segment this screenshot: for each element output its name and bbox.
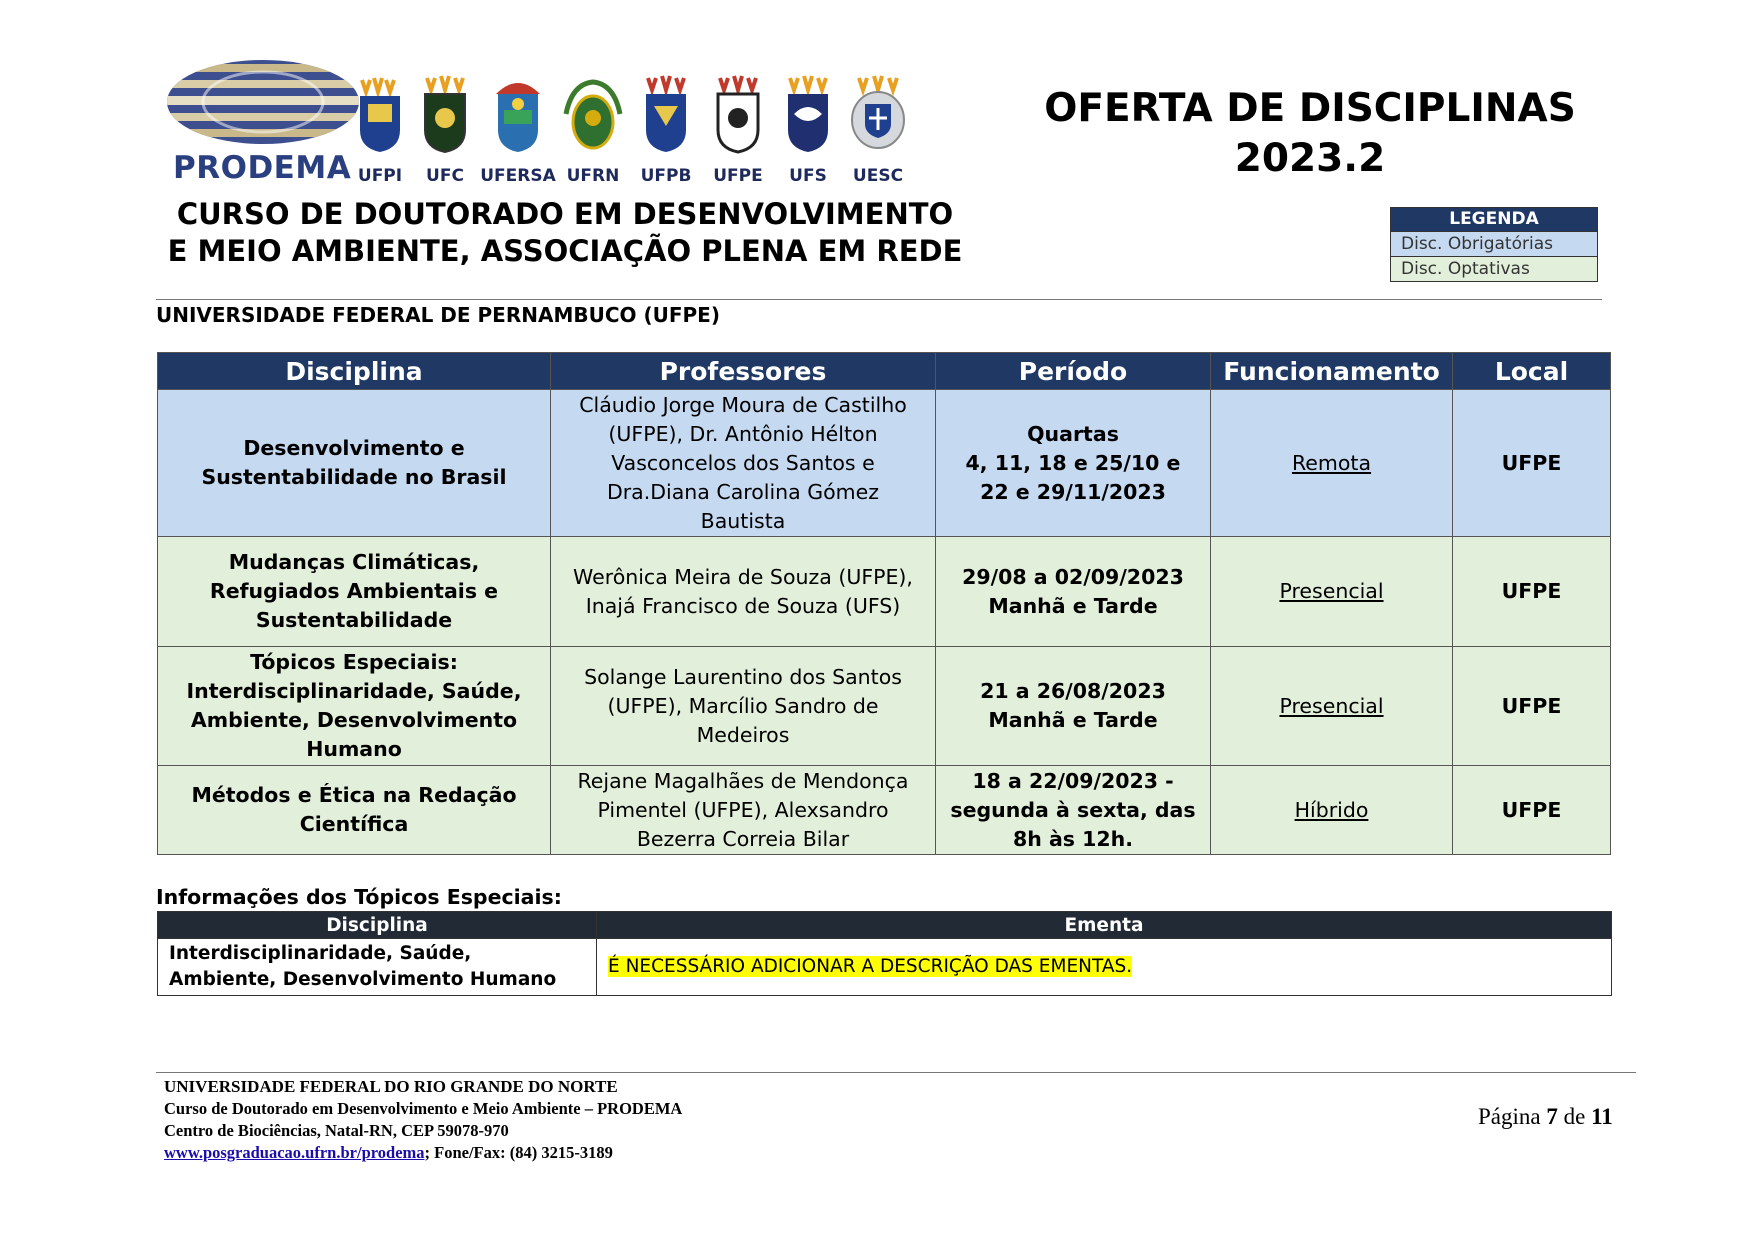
discipline-cell [158,766,551,855]
header-professores: Professores [551,353,936,390]
mode-cell[interactable]: Presencial [1211,647,1453,766]
footer-address [164,1076,682,1164]
topics-header-ementa: Ementa [597,912,1612,939]
discipline-cell [158,390,551,537]
footer-line1: UNIVERSIDADE FEDERAL DO RIO GRANDE DO NORTE [164,1077,618,1096]
professors-cell [551,647,936,766]
discipline-line: Interdisciplinaridade, Saúde, [186,679,522,703]
footer-line3: Centro de Biociências, Natal-RN, CEP 59078-970 [164,1121,509,1140]
ufrn-label: UFRN [566,166,620,186]
professors-cell [551,537,936,647]
top-divider [156,299,1602,300]
mode-cell[interactable]: Presencial [1211,537,1453,647]
uesc-label: UESC [852,166,904,186]
ufs-seal-icon [778,74,838,158]
topics-header-row [158,912,1612,939]
table-row [158,537,1611,647]
prodema-label: PRODEMA [173,150,352,186]
topics-header-disciplina: Disciplina [158,912,597,939]
table-row [158,939,1612,996]
discipline-line: Tópicos Especiais: [250,650,458,674]
location-cell: UFPE [1453,537,1611,647]
period-line: Manhã e Tarde [988,593,1158,618]
ufc-seal-icon [415,74,475,158]
discipline-line: Sustentabilidade [255,608,453,632]
footer-divider [156,1072,1636,1073]
page-total: 11 [1591,1104,1613,1129]
ufpb-seal [631,74,701,186]
professor-line: Dra.Diana Carolina Gómez [606,479,880,504]
ufersa-seal [480,74,556,186]
professors-cell [551,766,936,855]
page-sep: de [1563,1104,1586,1129]
header-periodo: Período [936,353,1211,390]
page-current: 7 [1546,1104,1558,1129]
period-line: 29/08 a 02/09/2023 [962,564,1184,589]
professor-line: Medeiros [696,722,790,747]
discipline-line: Desenvolvimento e [243,436,465,460]
prodema-globe-icon [165,56,365,156]
ufpi-seal-icon [352,74,408,158]
discipline-line: Mudanças Climáticas, [228,550,480,574]
topic-discipline-cell [158,939,597,996]
discipline-line: Sustentabilidade no Brasil [201,465,507,489]
course-title [150,196,980,270]
topic-ementa-cell [597,939,1612,996]
legend-title: LEGENDA [1391,208,1597,231]
period-line: 22 e 29/11/2023 [980,479,1166,504]
offer-title [1010,84,1610,184]
logo-strip [165,56,995,186]
professor-line: Cláudio Jorge Moura de Castilho [579,392,907,417]
discipline-line: Humano [306,737,402,761]
table-row [158,647,1611,766]
footer-line4 [164,1142,682,1164]
ufrn-seal-icon [560,74,626,158]
discipline-line: Científica [299,812,409,836]
table-row [158,766,1611,855]
topics-title: Informações dos Tópicos Especiais: [156,885,562,909]
header-local: Local [1453,353,1611,390]
legend-optional: Disc. Optativas [1391,256,1597,281]
discipline-cell [158,647,551,766]
professor-line: Inajá Francisco de Souza (UFS) [585,593,901,618]
discipline-cell [158,537,551,647]
ufpe-label: UFPE [713,166,763,186]
header-funcionamento: Funcionamento [1211,353,1453,390]
period-cell [936,537,1211,647]
footer-phone: ; Fone/Fax: (84) 3215-3189 [424,1143,613,1162]
period-cell [936,647,1211,766]
professor-line: Rejane Magalhães de Mendonça [577,768,909,793]
course-title-line1: CURSO DE DOUTORADO EM DESENVOLVIMENTO [176,197,954,231]
ufs-label: UFS [789,166,827,186]
offer-title-line1: OFERTA DE DISCIPLINAS [1044,86,1576,131]
ufpi-label: UFPI [357,166,403,186]
professor-line: Bezerra Correia Bilar [636,826,850,851]
uesc-seal-icon [845,74,911,158]
legend-mandatory: Disc. Obrigatórias [1391,231,1597,256]
location-cell: UFPE [1453,390,1611,537]
topic-discipline-line: Interdisciplinaridade, Saúde, [169,943,472,964]
period-cell [936,390,1211,537]
ufc-label: UFC [426,166,464,186]
footer-website-link[interactable]: www.posgraduacao.ufrn.br/prodema [164,1143,425,1162]
professor-line: (UFPE), Dr. Antônio Hélton [608,421,878,446]
discipline-line: Ambiente, Desenvolvimento [190,708,518,732]
professor-line: Solange Laurentino dos Santos [584,664,902,689]
course-title-line2: E MEIO AMBIENTE, ASSOCIAÇÃO PLENA EM REDE [167,234,963,268]
period-line: 18 a 22/09/2023 - [972,768,1174,793]
professors-cell [551,390,936,537]
page-number [1478,1104,1613,1130]
location-cell: UFPE [1453,647,1611,766]
ufpb-label: UFPB [640,166,692,186]
professor-line: Bautista [700,508,786,533]
discipline-line: Refugiados Ambientais e [209,579,499,603]
ufpb-seal-icon [636,74,696,158]
period-line: 8h às 12h. [1012,826,1134,851]
mode-cell[interactable]: Híbrido [1211,766,1453,855]
header-disciplina: Disciplina [158,353,551,390]
professor-line: Vasconcelos dos Santos e [611,450,875,475]
footer-line2: Curso de Doutorado em Desenvolvimento e Meio Ambiente – PRODEMA [164,1099,683,1118]
disciplines-table [157,352,1611,855]
period-line: 4, 11, 18 e 25/10 e [965,450,1181,475]
location-cell: UFPE [1453,766,1611,855]
university-name: UNIVERSIDADE FEDERAL DE PERNAMBUCO (UFPE) [156,303,720,327]
ufersa-seal-icon [488,74,548,158]
ufersa-label: UFERSA [480,166,556,186]
topic-discipline-line: Ambiente, Desenvolvimento Humano [169,969,557,990]
period-line: Quartas [1027,421,1119,446]
topics-table [157,911,1612,996]
page-prefix: Página [1478,1104,1541,1129]
legend-box [1390,207,1598,282]
offer-title-line2: 2023.2 [1234,136,1386,181]
period-line: Manhã e Tarde [988,708,1158,732]
professor-line: (UFPE), Marcílio Sandro de [607,693,879,718]
period-line: segunda à sexta, das [950,797,1196,822]
professor-line: Werônica Meira de Souza (UFPE), [573,564,913,589]
ufpe-seal-icon [708,74,768,158]
table-row [158,390,1611,537]
professor-line: Pimentel (UFPE), Alexsandro [597,797,889,822]
table-header-row [158,353,1611,390]
ufrn-seal [558,74,628,186]
period-line: 21 a 26/08/2023 [980,679,1166,703]
mode-cell[interactable]: Remota [1211,390,1453,537]
ementa-highlight: É NECESSÁRIO ADICIONAR A DESCRIÇÃO DAS EMENTAS. [608,956,1133,977]
discipline-line: Métodos e Ética na Redação [191,783,517,807]
period-cell [936,766,1211,855]
uesc-seal [843,74,913,186]
ufc-seal [410,74,480,186]
